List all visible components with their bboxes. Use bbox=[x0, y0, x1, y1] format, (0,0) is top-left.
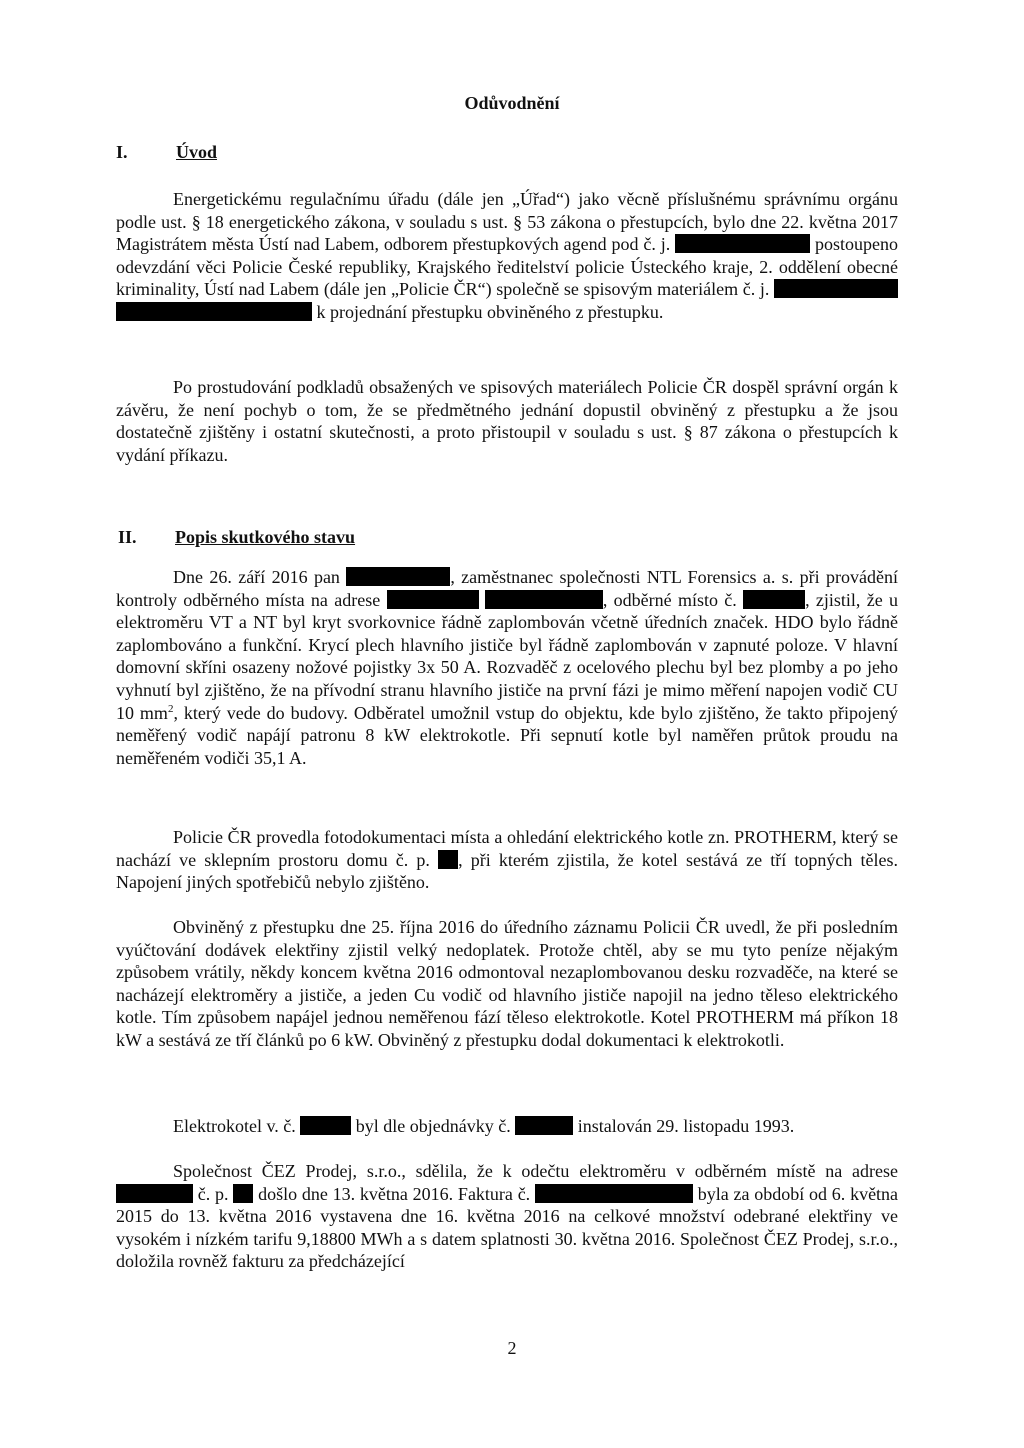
paragraph-text: instalován 29. listopadu 1993. bbox=[577, 1116, 795, 1136]
paragraph-text: , zaměstnanec společnosti NTL Forensics a. s. při provádění kontroly odběrného místa na adrese bbox=[116, 567, 898, 610]
redaction-block bbox=[233, 1184, 253, 1203]
redaction-block bbox=[116, 302, 312, 321]
paragraph-intro bbox=[116, 188, 898, 324]
section-number: II. bbox=[118, 527, 137, 547]
paragraph-text: Společnost ČEZ Prodej, s.r.o., sdělila, že k odečtu elektroměru v odběrném místě na adrese bbox=[173, 1161, 898, 1181]
paragraph-inspection bbox=[116, 566, 898, 769]
paragraph-text: Elektrokotel v. č. bbox=[173, 1116, 296, 1136]
paragraph-text: Policie ČR provedla fotodokumentaci místa a ohledání elektrického kotle zn. PROTHERM, který se nachází ve sklepním prostoru domu č. p. bbox=[116, 827, 898, 870]
paragraph-conclusion bbox=[116, 376, 898, 466]
paragraph-text: Po prostudování podkladů obsažených ve spisových materiálech Policie ČR dospěl správní orgán k závěru, že není pochyb o tom, že se předmětného jednání dopustil obviněný z přestupku a že jsou dostatečně zjištěny i ostatní skutečnosti, a proto přistoupil v souladu s ust. § 87 zákona o přestupcích k vydání příkazu. bbox=[116, 377, 898, 465]
page-title: Odůvodnění bbox=[464, 93, 560, 113]
section-title: Úvod bbox=[176, 142, 218, 162]
redaction-block bbox=[438, 850, 458, 869]
paragraph-statement bbox=[116, 916, 898, 1052]
paragraph-text: byla za období od 6. května 2015 do 13. května 2016 vystavena dne 16. května 2016 na celkové množství odebrané elektřiny ve vysokém i nízkém tarifu 9,18800 MWh a s datem splatnosti 30. května 2016. Společnost ČEZ Prodej, s.r.o., doložila rovněž fakturu za předcházející bbox=[116, 1183, 899, 1272]
paragraph-text: , který vede do budovy. Odběratel umožnil vstup do objektu, kde bylo zjištěno, že takto připojený neměřený vodič napájí patronu 8 kW elektrokotle. Při sepnutí kotle byl naměřen průtok proudu na neměřeném vodiči 35,1 A. bbox=[116, 702, 898, 768]
superscript: 2 bbox=[167, 702, 174, 715]
section-title: Popis skutkového stavu bbox=[175, 527, 356, 547]
paragraph-text: , při kterém zjistila, že kotel sestává ze tří topných těles. Napojení jiných spotřebičů nebylo zjištěno. bbox=[116, 849, 899, 893]
paragraph-text: , zjistil, že u elektroměru VT a NT byl kryt svorkovnice řádně zaplombován včetně úředních značek. HDO bylo řádně zaplombováno a funkční. Krycí plech hlavního jističe byl řádně zaplombován v zapnuté poloze. V hlavní domovní skříni osazeny nožové pojistky 3x 50 A. Rozvaděč z ocelového plechu byl bez plomby a po jeho vyhnutí byl zjištěno, že na přívodní stranu hlavního jističe na první fázi je mimo měření napojen vodič CU 10 mm bbox=[116, 589, 899, 723]
paragraph-text: Energetickému regulačnímu úřadu (dále jen „Úřad“) jako věcně příslušnému správnímu orgánu podle ust. § 18 energetického zákona, v souladu s ust. § 53 zákona o přestupcích, bylo dne 22. května 2017 Magistrátem města Ústí nad Labem, odborem přestupkových agend pod č. j. bbox=[116, 189, 898, 255]
redaction-block bbox=[116, 1184, 193, 1203]
paragraph-invoice bbox=[116, 1160, 898, 1273]
paragraph-text: Obviněný z přestupku dne 25. října 2016 do úředního záznamu Policii ČR uvedl, že při posledním vyúčtování dodávek elektřiny zjistil velký nedoplatek. Protože chtěl, aby se mu tyto peníze nějakým způsobem vrátily, někdy koncem května 2016 odmontoval nezaplombovanou desku rozvaděče, na které se nacházejí elektroměry a jističe, a jeden Cu vodič od hlavního jističe napojil na jedno těleso elektrického kotle. Tím způsobem napájel jednou neměřenou fází těleso elektrokotle. Kotel PROTHERM má příkon 18 kW a sestává ze tří článků po 6 kW. Obviněný z přestupku dodal dokumentaci k elektrokotli. bbox=[116, 917, 898, 1050]
section-number: I. bbox=[116, 142, 128, 162]
paragraph-text: k projednání přestupku obviněného z přestupku. bbox=[316, 301, 664, 322]
paragraph-police-documentation bbox=[116, 826, 898, 894]
page-number: 2 bbox=[507, 1338, 517, 1358]
redaction-block bbox=[535, 1184, 693, 1203]
paragraph-text: došlo dne 13. května 2016. Faktura č. bbox=[258, 1183, 531, 1204]
paragraph-text: Dne 26. září 2016 pan bbox=[173, 567, 340, 587]
paragraph-text: byl dle objednávky č. bbox=[355, 1116, 511, 1136]
redaction-block bbox=[774, 279, 898, 298]
redaction-block bbox=[485, 590, 603, 609]
paragraph-boiler bbox=[116, 1115, 898, 1138]
redaction-block bbox=[675, 234, 810, 253]
redaction-block bbox=[346, 567, 450, 586]
redaction-block bbox=[743, 590, 805, 609]
redaction-block bbox=[300, 1116, 351, 1135]
redaction-block bbox=[515, 1116, 573, 1135]
redaction-block bbox=[387, 590, 479, 609]
paragraph-text: č. p. bbox=[197, 1183, 229, 1204]
paragraph-text: postoupeno odevzdání věci Policie České republiky, Krajského ředitelství policie Ústeckého kraje, 2. oddělení obecné kriminality, Ústí nad Labem (dále jen „Policie ČR“) společně se spisovým materiálem č. j. bbox=[116, 234, 898, 300]
paragraph-text: , odběrné místo č. bbox=[602, 589, 737, 610]
